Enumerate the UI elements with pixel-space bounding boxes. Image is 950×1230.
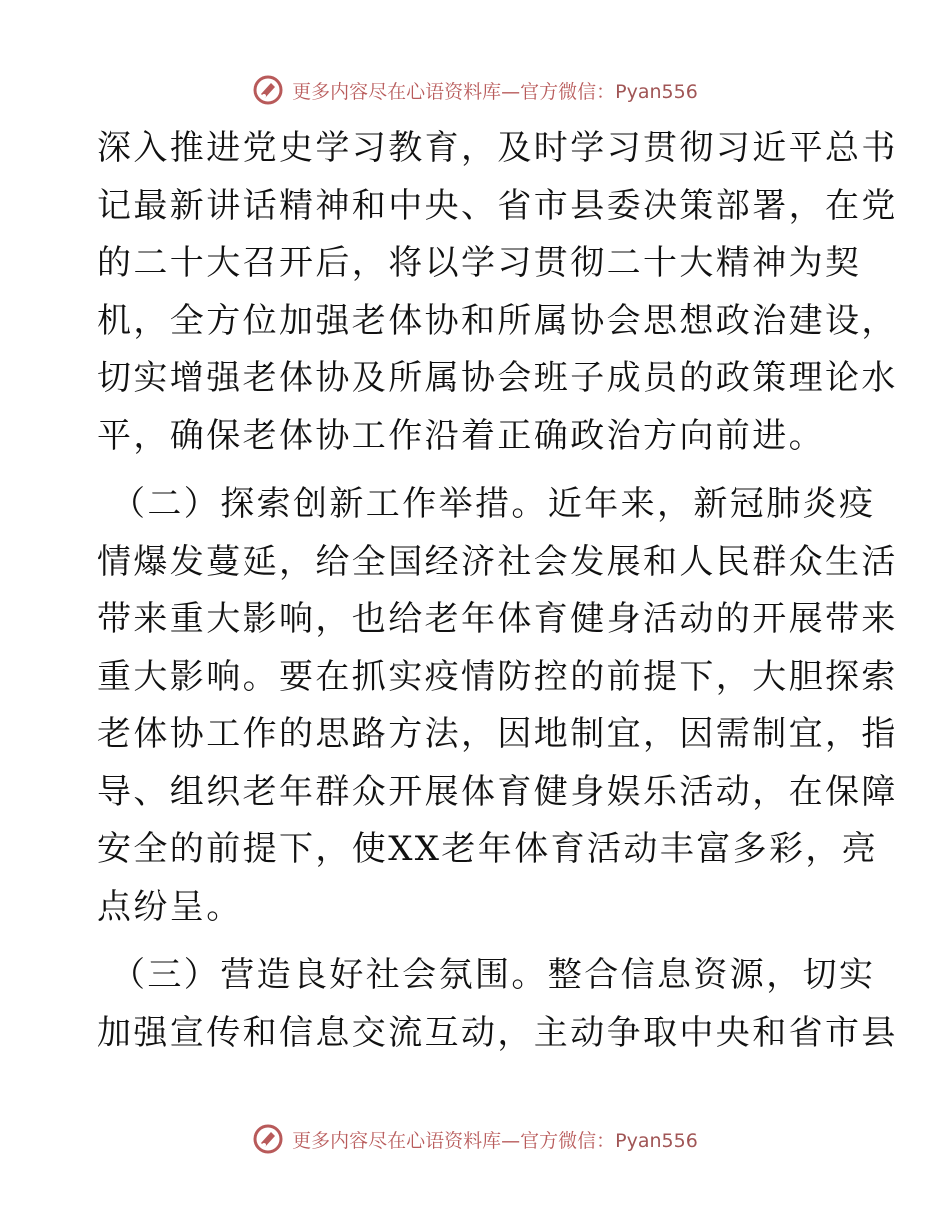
text-line: 老体协工作的思路方法，因地制宜，因需制宜，指 [97, 714, 898, 754]
logo-icon [252, 1123, 284, 1155]
footer-banner [0, 1119, 950, 1159]
paragraph-2 [97, 476, 898, 936]
text-line: 深入推进党史学习教育，及时学习贯彻习近平总书 [97, 128, 898, 168]
text-line: 的二十大召开后，将以学习贯彻二十大精神为契 [97, 243, 862, 283]
paragraph-3 [97, 947, 898, 1062]
text-line: 机，全方位加强老体协和所属协会思想政治建设， [97, 300, 898, 341]
footer-banner-wechat: Pyan556 [615, 1129, 698, 1152]
text-line: 带来重大影响，也给老年体育健身活动的开展带来 [97, 599, 898, 639]
text-line: 切实增强老体协及所属协会班子成员的政策理论水 [97, 358, 898, 398]
text-line: 情爆发蔓延，给全国经济社会发展和人民群众生活 [97, 541, 898, 582]
header-banner-text [292, 77, 698, 104]
text-line: 导、组织老年群众开展体育健身娱乐活动，在保障 [97, 771, 898, 812]
footer-banner-text [292, 1126, 698, 1153]
header-banner [0, 70, 950, 110]
logo-icon [252, 74, 284, 106]
footer-banner-label: 更多内容尽在心语资料库—官方微信： [292, 1129, 616, 1152]
text-line: 记最新讲话精神和中央、省市县委决策部署，在党 [97, 185, 898, 226]
section-heading-line: （三）营造良好社会氛围。整合信息资源，切实 [111, 955, 876, 995]
header-banner-wechat: Pyan556 [615, 80, 698, 103]
text-line: 平，确保老体协工作沿着正确政治方向前进。 [97, 415, 825, 456]
header-banner-label: 更多内容尽在心语资料库—官方微信： [292, 80, 616, 103]
paragraph-1 [97, 120, 898, 465]
text-line: 安全的前提下，使XX老年体育活动丰富多彩，亮 [97, 829, 879, 869]
text-line: 加强宣传和信息交流互动，主动争取中央和省市县 [97, 1012, 898, 1053]
text-line: 重大影响。要在抓实疫情防控的前提下，大胆探索 [97, 656, 898, 697]
text-line: 点纷呈。 [97, 886, 243, 927]
section-heading-line: （二）探索创新工作举措。近年来，新冠肺炎疫 [111, 484, 876, 524]
document-body [97, 120, 898, 1062]
